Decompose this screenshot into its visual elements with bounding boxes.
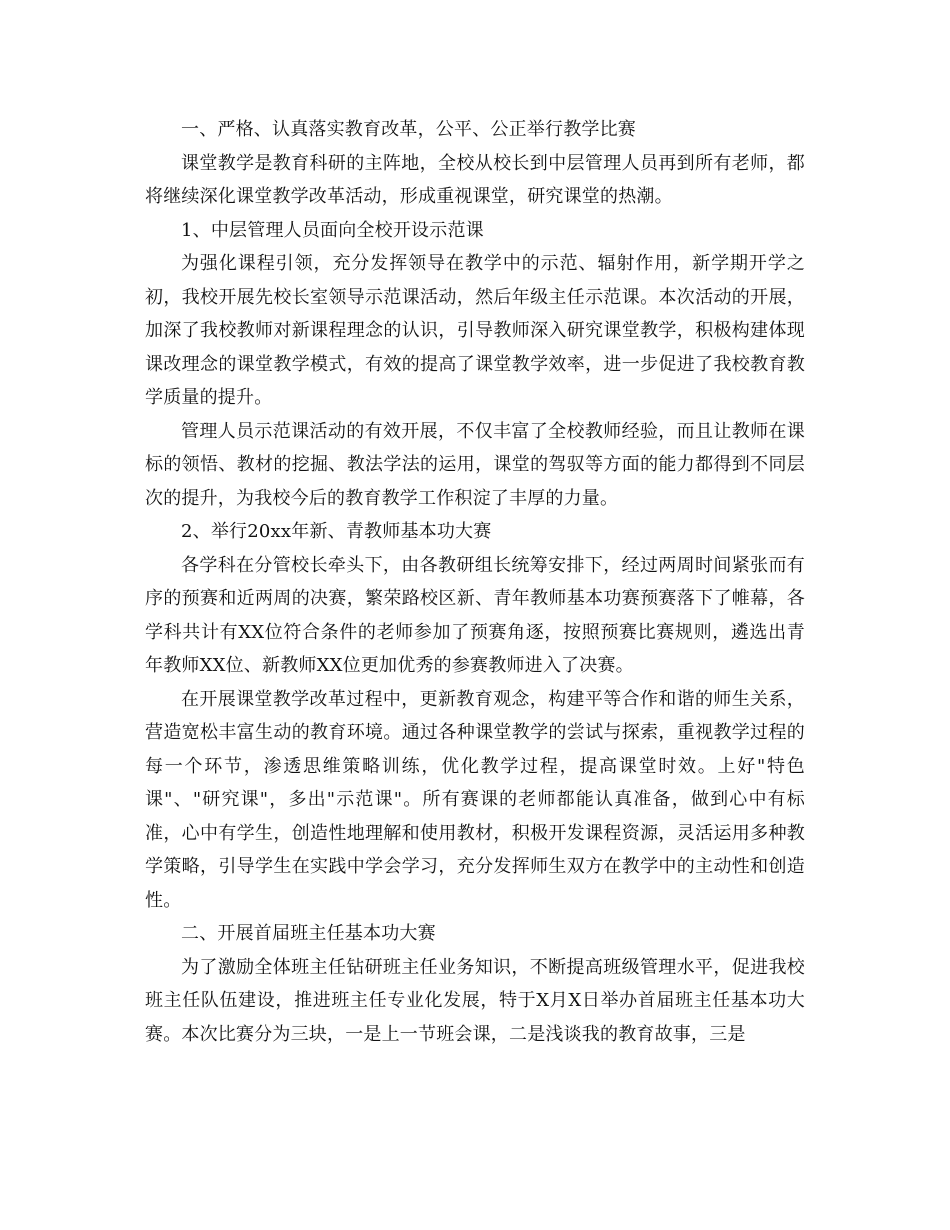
document-body — [145, 113, 805, 1051]
paragraph: 为了激励全体班主任钻研班主任业务知识，不断提高班级管理水平，促进我校班主任队伍建设，推进班主任专业化发展，特于X月X日举办首届班主任基本功大赛。本次比赛分为三块，一是上一节班会课，二是浅谈我的教育故事，三是 — [145, 956, 805, 1045]
paragraph: 为强化课程引领，充分发挥领导在教学中的示范、辐射作用，新学期开学之初，我校开展先校长室领导示范课活动，然后年级主任示范课。本次活动的开展，加深了我校教师对新课程理念的认识，引导教师深入研究课堂教学，积极构建体现课改理念的课堂教学模式，有效的提高了课堂教学效率，进一步促进了我校教育教学质量的提升。 — [145, 253, 805, 408]
paragraph: 各学科在分管校长牵头下，由各教研组长统筹安排下，经过两周时间紧张而有序的预赛和近两周的决赛，繁荣路校区新、青年教师基本功赛预赛落下了帷幕，各学科共计有XX位符合条件的老师参加了预赛角逐，按照预赛比赛规则，遴选出青年教师XX位、新教师XX位更加优秀的参赛教师进入了决赛。 — [145, 554, 805, 676]
section-heading-1: 一、严格、认真落实教育改革，公平、公正举行教学比赛 — [181, 119, 636, 140]
section-heading-2: 二、开展首届班主任基本功大赛 — [181, 923, 436, 944]
paragraph: 课堂教学是教育科研的主阵地，全校从校长到中层管理人员再到所有老师，都将继续深化课堂教学改革活动，形成重视课堂，研究课堂的热潮。 — [145, 152, 805, 207]
subsection-heading-1: 1、中层管理人员面向全校开设示范课 — [181, 219, 484, 241]
paragraph: 管理人员示范课活动的有效开展，不仅丰富了全校教师经验，而且让教师在课标的领悟、教材的挖掘、教法学法的运用，课堂的驾驭等方面的能力都得到不同层次的提升，为我校今后的教育教学工作积淀了丰厚的力量。 — [145, 420, 805, 509]
subsection-heading-2: 2、举行20xx年新、青教师基本功大赛 — [181, 521, 492, 542]
paragraph: 在开展课堂教学改革过程中，更新教育观念，构建平等合作和谐的师生关系，营造宽松丰富生动的教育环境。通过各种课堂教学的尝试与探索，重视教学过程的每一个环节，渗透思维策略训练，优化教学过程，提高课堂时效。上好"特色课"、"研究课"，多出"示范课"。所有赛课的老师都能认真准备，做到心中有标准，心中有学生，创造性地理解和使用教材，积极开发课程资源，灵活运用多种教学策略，引导学生在实践中学会学习，充分发挥师生双方在教学中的主动性和创造性。 — [145, 688, 805, 911]
